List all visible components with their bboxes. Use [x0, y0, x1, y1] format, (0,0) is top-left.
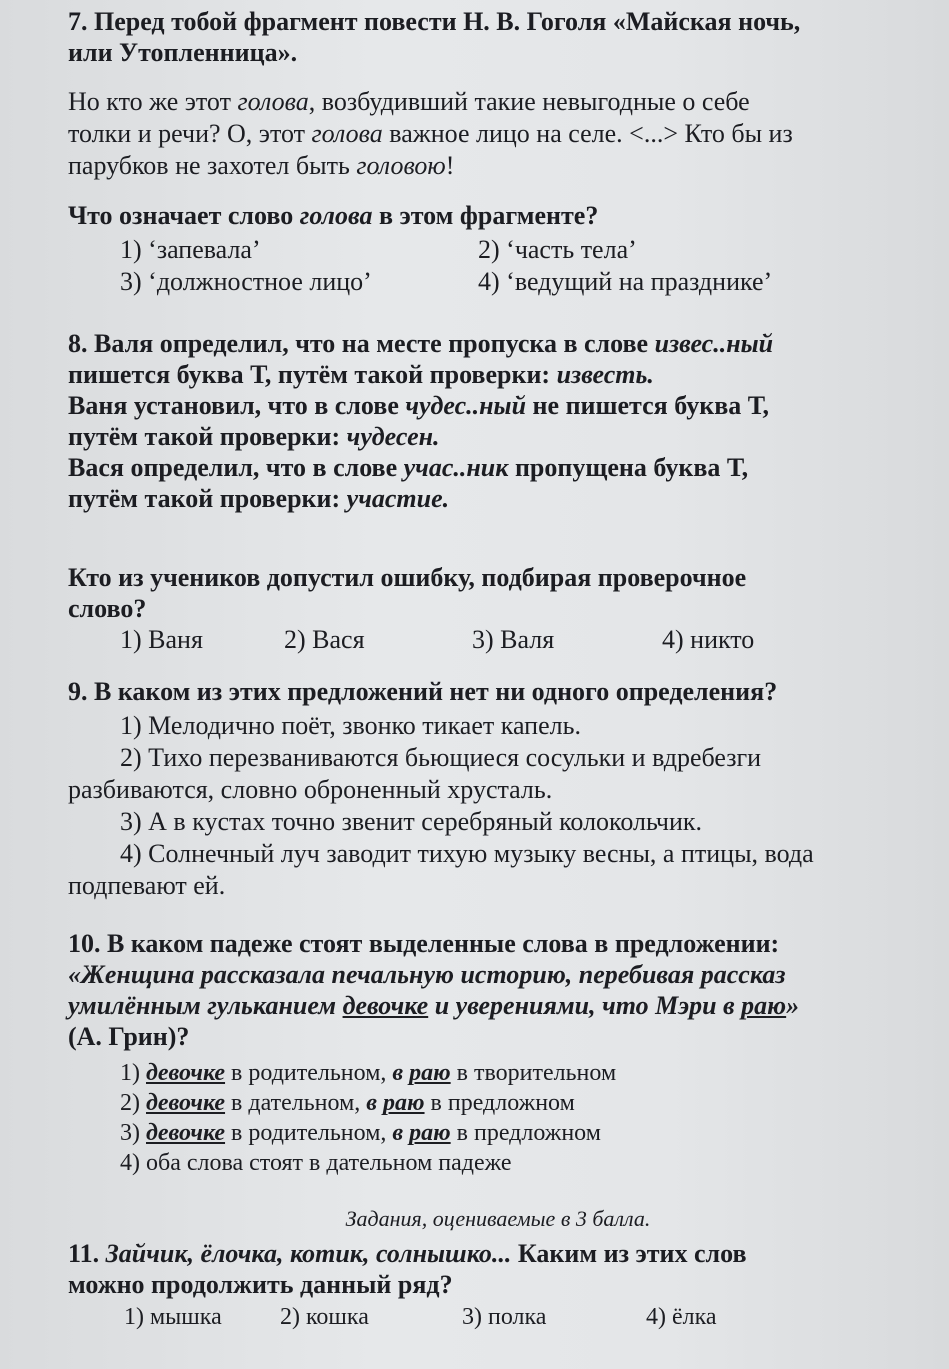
q10-highlight-word: раю	[741, 991, 787, 1020]
q11-option-4[interactable]: 4) ёлка	[646, 1304, 717, 1330]
q11-title-line2: можно продолжить данный ряд?	[68, 1270, 453, 1299]
q11-option-3[interactable]: 3) полка	[462, 1304, 547, 1330]
q8-text: пишется буква Т, путём такой проверки:	[68, 360, 557, 389]
q10-option-3[interactable]	[68, 1118, 928, 1148]
q8-question-line1: Кто из учеников допустил ошибку, подбирая проверочное	[68, 563, 747, 592]
q8-word: известь.	[556, 360, 654, 389]
q8-word: участие.	[346, 484, 450, 513]
q7-text: Но кто же этот	[68, 87, 238, 116]
q10-prep: в	[392, 1060, 404, 1086]
q11-text: 11.	[68, 1239, 106, 1268]
q9-option-2[interactable]: 2) Тихо перезваниваются бьющиеся сосульки и вдребезги	[120, 743, 762, 772]
q7-title	[68, 6, 928, 68]
q10-option-text: в дательном,	[225, 1090, 367, 1116]
section-note: Задания, оцениваемые в 3 балла.	[345, 1206, 651, 1231]
q8-option-3[interactable]: 3) Валя	[472, 625, 555, 654]
q7-text: , возбудивший такие невыгодные о себе	[308, 87, 750, 116]
q7-text-italic: головою	[356, 151, 446, 180]
q10-title	[68, 928, 928, 1052]
q8-text: путём такой проверки:	[68, 484, 347, 513]
q7-title-line1: 7. Перед тобой фрагмент повести Н. В. Гоголя «Майская ночь,	[68, 7, 801, 36]
q9-option-4[interactable]: 4) Солнечный луч заводит тихую музыку весны, а птицы, вода	[120, 839, 814, 868]
q8-statements	[68, 328, 928, 514]
q9-option-2-cont: разбиваются, словно оброненный хрусталь.	[68, 775, 553, 804]
q10-option-num: 3)	[120, 1120, 146, 1146]
q11-title	[68, 1238, 928, 1300]
q8-question-line2: слово?	[68, 594, 147, 623]
q10-option-text: в творительном	[450, 1060, 617, 1086]
q7-question-text: Что означает слово	[68, 201, 300, 230]
q10-option-text: в родительном,	[225, 1060, 393, 1086]
q11-option-1[interactable]: 1) мышка	[124, 1304, 222, 1330]
q9-option-4-cont: подпевают ей.	[68, 871, 226, 900]
q7-question-text: в этом фрагменте?	[372, 201, 599, 230]
q9-options	[68, 710, 928, 902]
q8-text: не пишется буква Т,	[526, 391, 769, 420]
q10-option-2[interactable]	[68, 1088, 928, 1118]
q10-highlight-word: девочке	[342, 991, 429, 1020]
q9-title: 9. В каком из этих предложений нет ни одного определения?	[68, 677, 778, 706]
q7-text: парубков не захотел быть	[68, 151, 357, 180]
q8-text: пропущена буква Т,	[508, 453, 749, 482]
q7-text: важное лицо на селе. <...> Кто бы из	[382, 119, 793, 148]
q10-option-text: в предложном	[450, 1120, 601, 1146]
q11-options	[68, 1302, 928, 1334]
q10-title-line: 10. В каком падеже стоят выделенные слова в предложении:	[68, 929, 780, 958]
q10-sentence-text: умилённым гульканием	[68, 991, 343, 1020]
q10-author: (А. Грин)?	[68, 1022, 190, 1051]
q8-word: чудесен.	[346, 422, 440, 451]
q7-text: !	[445, 151, 455, 180]
q10-option-text: в родительном,	[225, 1120, 393, 1146]
q10-word-devochke: девочке	[146, 1120, 226, 1146]
q7-option-1[interactable]: 1) ‘запевала’	[120, 235, 261, 264]
q8-word: извес..ный	[654, 329, 774, 358]
q10-options	[68, 1058, 928, 1178]
q10-word-rayu: раю	[409, 1060, 451, 1086]
q10-prep: в	[366, 1090, 377, 1116]
q7-question-italic: голова	[299, 201, 373, 230]
q9-option-1[interactable]: 1) Мелодично поёт, звонко тикает капель.	[120, 711, 581, 740]
q7-option-2[interactable]: 2) ‘часть тела’	[478, 235, 637, 264]
q8-word: учас..ник	[403, 453, 509, 482]
q11-word-list: Зайчик, ёлочка, котик, солнышко...	[105, 1239, 512, 1268]
q7-title-line2: или Утопленница».	[68, 38, 298, 67]
q7-text-italic: голова	[311, 119, 383, 148]
q7-text-italic: голова	[237, 87, 309, 116]
q10-option-4[interactable]: 4) оба слова стоят в дательном падеже	[120, 1150, 512, 1176]
q8-word: чудес..ный	[405, 391, 527, 420]
q10-sentence-text: »	[786, 991, 800, 1020]
q11-text: Каким из этих слов	[511, 1239, 747, 1268]
q8-question	[68, 562, 928, 624]
q8-text: 8. Валя определил, что на месте пропуска в слове	[68, 329, 655, 358]
q11-option-2[interactable]: 2) кошка	[280, 1304, 369, 1330]
q9-option-3[interactable]: 3) А в кустах точно звенит серебряный колокольчик.	[120, 807, 703, 836]
q7-options	[68, 234, 928, 298]
q10-sentence-line1: «Женщина рассказала печальную историю, перебивая рассказ	[68, 960, 786, 989]
q7-question	[68, 200, 928, 231]
q8-option-2[interactable]: 2) Вася	[284, 625, 365, 654]
q7-fragment	[68, 86, 928, 182]
q8-text: путём такой проверки:	[68, 422, 347, 451]
q10-option-num: 2)	[120, 1090, 146, 1116]
q10-word-devochke: девочке	[146, 1090, 226, 1116]
q10-word-rayu: раю	[409, 1120, 451, 1146]
q8-text: Вася определил, что в слове	[68, 453, 404, 482]
q10-word-rayu: раю	[383, 1090, 425, 1116]
q7-option-3[interactable]: 3) ‘должностное лицо’	[120, 267, 372, 296]
q8-option-1[interactable]: 1) Ваня	[120, 625, 203, 654]
q10-prep: в	[392, 1120, 404, 1146]
q8-option-4[interactable]: 4) никто	[662, 625, 755, 654]
q10-word-devochke: девочке	[146, 1060, 226, 1086]
q8-options	[68, 624, 928, 656]
q7-text: толки и речи? О, этот	[68, 119, 312, 148]
q10-sentence-text: и уверениями, что Мэри в	[428, 991, 742, 1020]
q10-option-num: 1)	[120, 1060, 146, 1086]
q7-option-4[interactable]: 4) ‘ведущий на празднике’	[478, 267, 773, 296]
q10-option-1[interactable]	[68, 1058, 928, 1088]
q8-text: Ваня установил, что в слове	[68, 391, 406, 420]
q10-option-text: в предложном	[424, 1090, 575, 1116]
